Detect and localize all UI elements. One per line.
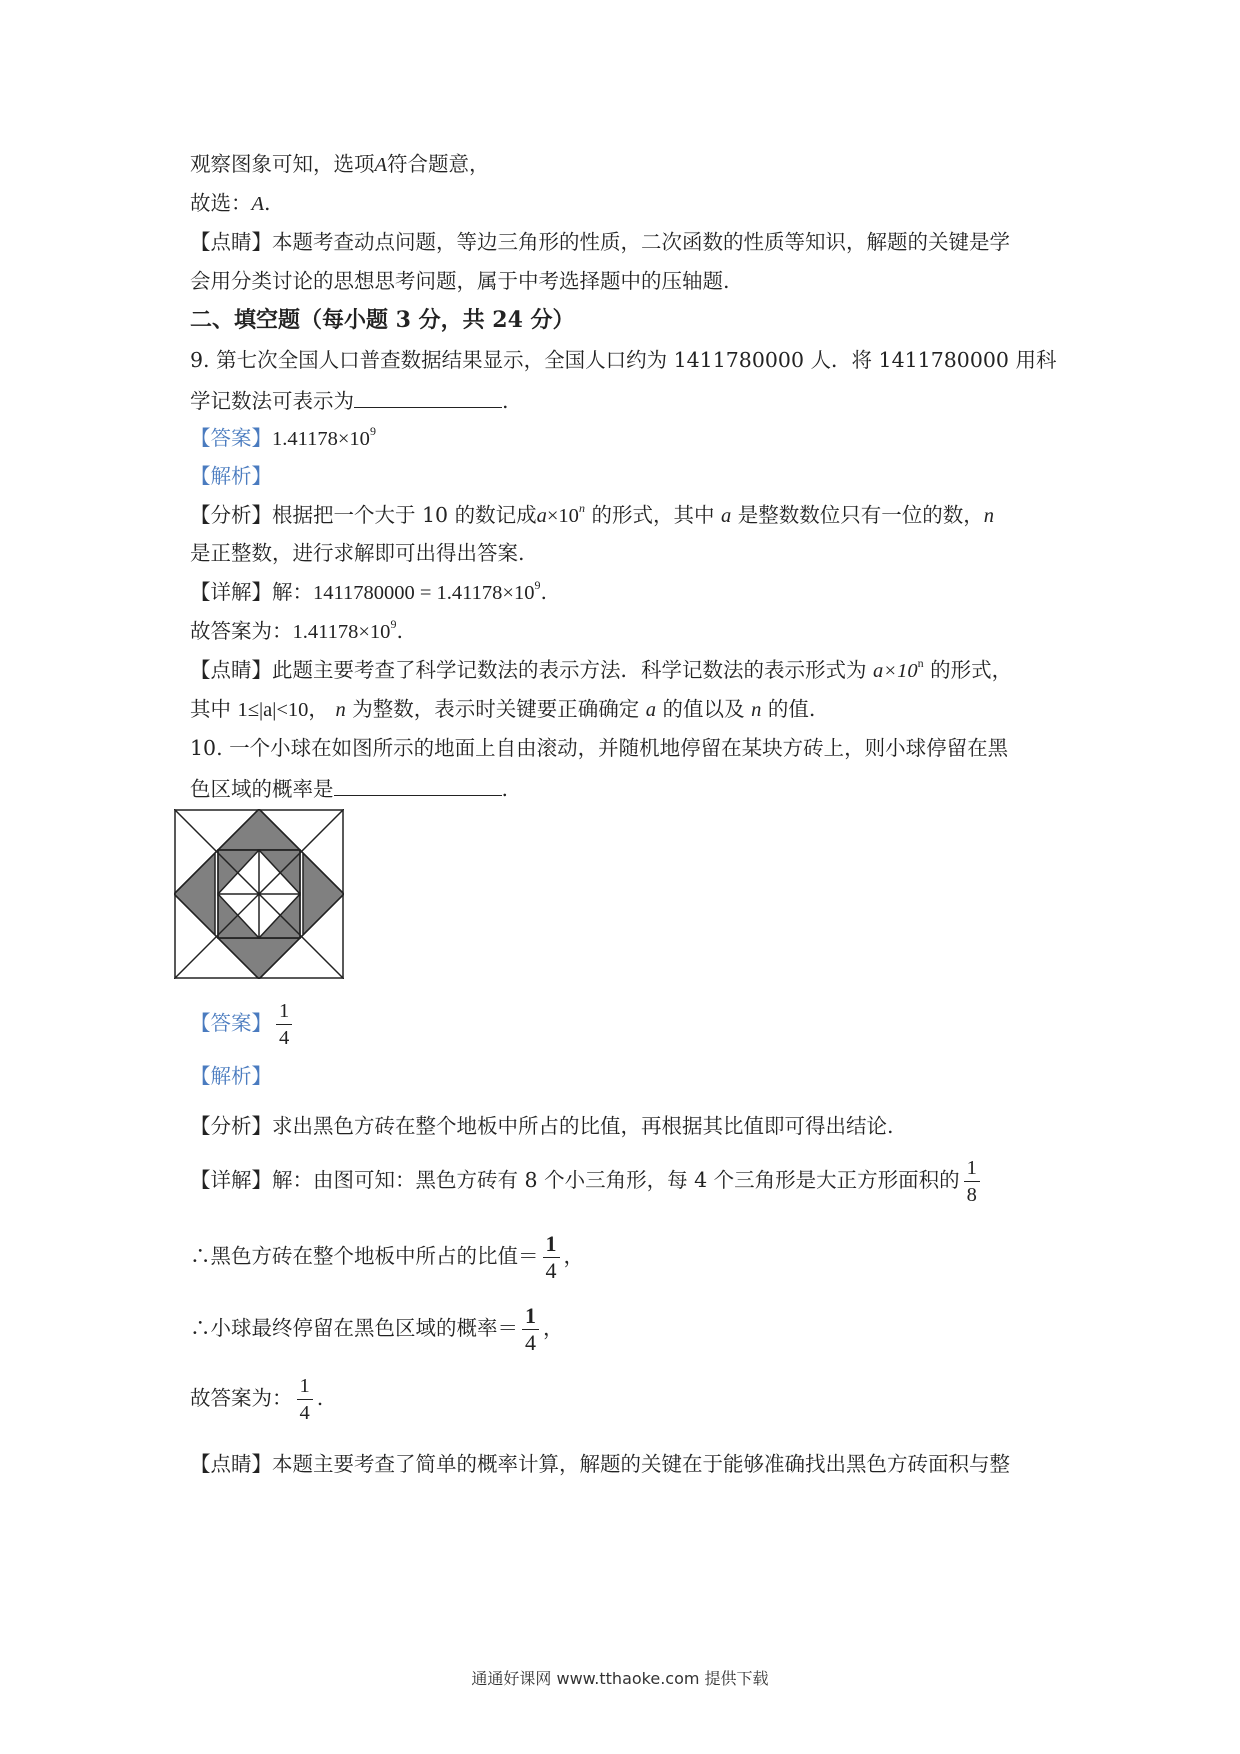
q10-fenxi: 【分析】求出黑色方砖在整个地板中所占的比值，再根据其比值即可得出结论. xyxy=(190,1114,894,1138)
text-line: 会用分类讨论的思想思考问题，属于中考选择题中的压轴题. xyxy=(190,269,730,293)
q9-dianjing: 其中 1≤|a|<10， n 为整数，表示时关键要正确确定 a 的值以及 n 的值. xyxy=(190,697,816,721)
q10-guda: 故答案为： $\frac{1}{4}$ . xyxy=(190,1375,324,1424)
tile-triangle xyxy=(174,853,215,935)
q9-dianjing: 【点睛】此题主要考查了科学记数法的表示方法．科学记数法的表示形式为 $a\times 10^n$ 的形式， xyxy=(190,656,1013,682)
text-line: 故选：A. xyxy=(190,191,271,215)
page-footer: 通通好课网 www.tthaoke.com 提供下载 xyxy=(471,1669,769,1688)
floor-tile-figure xyxy=(174,809,344,979)
q9-stem: 学记数法可表示为 . xyxy=(190,385,509,415)
text-line: 观察图象可知，选项A符合题意， xyxy=(190,152,490,176)
q9-jiexi: 【解析】 xyxy=(190,464,272,488)
q10-stem: 10. 一个小球在如图所示的地面上自由滚动，并随机地停留在某块方砖上，则小球停留在黑 xyxy=(190,736,1009,760)
q10-jiexi: 【解析】 xyxy=(190,1064,272,1088)
section-title: 二、填空题（每小题 3 分，共 24 分） xyxy=(190,307,575,333)
q10-therefore: ∴小球最终停留在黑色区域的概率＝ $\frac{1}{4}$ ， xyxy=(190,1303,564,1355)
q9-stem: 9. 第七次全国人口普查数据结果显示，全国人口约为 1411780000 人．将 1411780000 用科 xyxy=(190,348,1057,372)
q9-guda: 故答案为：$1.41178\times 10^9$. xyxy=(190,617,403,643)
q10-xiangjie: 【详解】解：由图可知：黑色方砖有 8 个小三角形，每 4 个三角形是大正方形面积的 $\frac{1}{8}$ xyxy=(190,1152,984,1208)
tile-triangle xyxy=(303,853,344,935)
q10-stem: 色区域的概率是 . xyxy=(190,773,508,803)
q9-fenxi: 是正整数，进行求解即可出得出答案. xyxy=(190,541,525,565)
dianjing-line: 【点睛】本题考查动点问题，等边三角形的性质，二次函数的性质等知识，解题的关键是学 xyxy=(190,230,1010,254)
q10-dianjing: 【点睛】本题主要考查了简单的概率计算，解题的关键在于能够准确找出黑色方砖面积与整 xyxy=(190,1452,1010,1476)
q10-answer: 【答案】 $\frac{1}{4}$ xyxy=(190,995,296,1051)
q9-fenxi: 【分析】根据把一个大于 10 的数记成$a\times 10^n$ 的形式，其中 a 是整数数位只有一位的数，n xyxy=(190,501,995,527)
tile-triangle xyxy=(218,938,300,979)
answer-blank xyxy=(334,773,502,796)
q9-xiangjie: 【详解】解：$1411780000 = 1.41178\times 10^9$. xyxy=(190,578,548,604)
q10-therefore: ∴黑色方砖在整个地板中所占的比值＝ $\frac{1}{4}$ ， xyxy=(190,1231,584,1283)
q9-answer: 【答案】$1.41178\times 10^9$ xyxy=(190,424,376,450)
tile-triangle xyxy=(218,809,300,850)
answer-blank xyxy=(354,385,502,408)
